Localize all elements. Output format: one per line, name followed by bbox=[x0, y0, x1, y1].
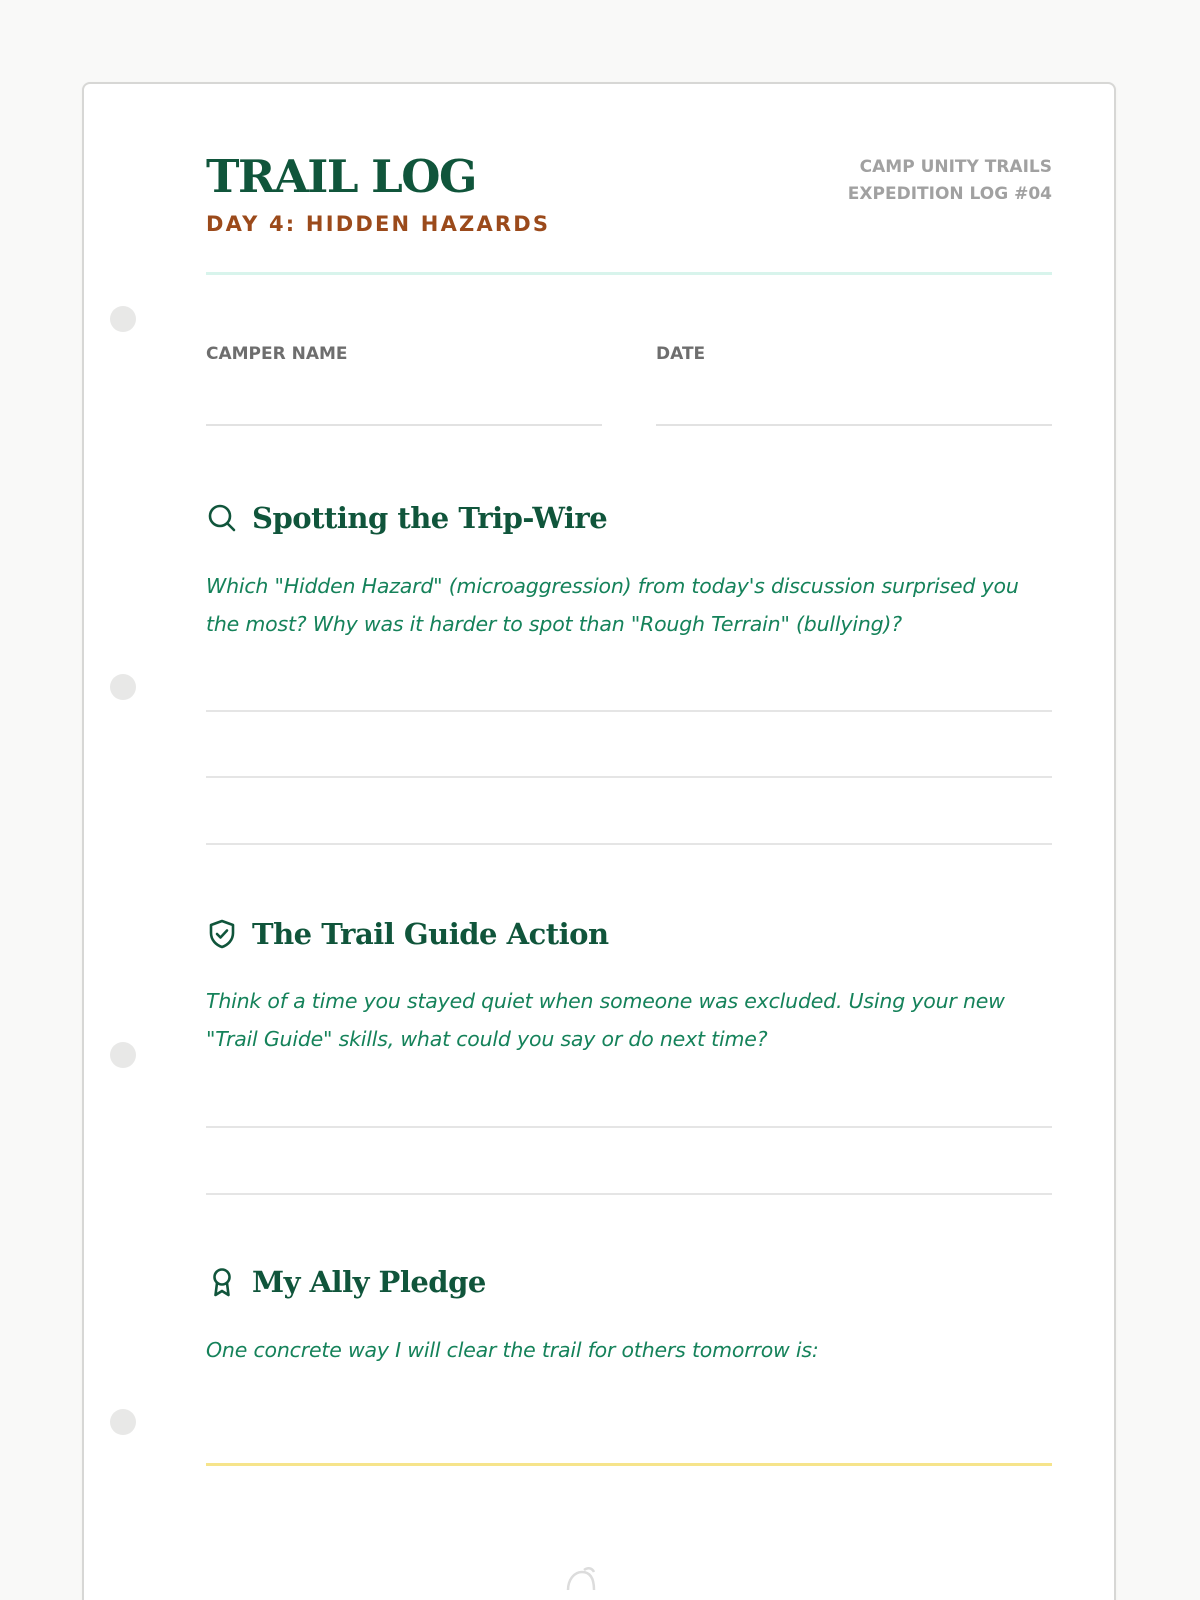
prompt-line: "Trail Guide" skills, what could you say or do next time? bbox=[206, 1027, 768, 1051]
prompt-line: One concrete way I will clear the trail for others tomorrow is: bbox=[206, 1338, 819, 1362]
binder-hole bbox=[110, 674, 136, 700]
search-icon bbox=[206, 502, 238, 534]
shield-check-icon bbox=[206, 918, 238, 950]
camp-info bbox=[848, 154, 1052, 208]
date-field[interactable] bbox=[656, 424, 1052, 426]
award-ribbon-icon bbox=[206, 1266, 238, 1298]
date-label: DATE bbox=[656, 344, 706, 364]
prompt-line: the most? Why was it harder to spot than "Rough Terrain" (bullying)? bbox=[206, 612, 902, 636]
answer-line[interactable] bbox=[206, 1193, 1052, 1195]
section-title: Spotting the Trip-Wire bbox=[252, 500, 608, 535]
answer-line[interactable] bbox=[206, 710, 1052, 712]
answer-line[interactable] bbox=[206, 776, 1052, 778]
prompt-line: Think of a time you stayed quiet when someone was excluded. Using your new bbox=[206, 989, 1005, 1013]
answer-line[interactable] bbox=[206, 1126, 1052, 1128]
header-divider bbox=[206, 272, 1052, 275]
section-title: The Trail Guide Action bbox=[252, 916, 609, 951]
footprint-icon bbox=[562, 1566, 608, 1595]
journal-page bbox=[82, 82, 1116, 1600]
section-title: My Ally Pledge bbox=[252, 1264, 486, 1299]
prompt-line: Which "Hidden Hazard" (microaggression) from today's discussion surprised you bbox=[206, 574, 1019, 598]
answer-line[interactable] bbox=[206, 843, 1052, 845]
section-header-trip-wire bbox=[206, 502, 607, 534]
section-prompt bbox=[206, 982, 1052, 1058]
page-subtitle: DAY 4: HIDDEN HAZARDS bbox=[206, 212, 551, 236]
camper-name-field[interactable] bbox=[206, 424, 602, 426]
section-header-trail-guide bbox=[206, 918, 609, 950]
section-prompt bbox=[206, 1331, 1052, 1369]
binder-hole bbox=[110, 1042, 136, 1068]
binder-hole bbox=[110, 1409, 136, 1435]
pledge-answer-line[interactable] bbox=[206, 1463, 1052, 1466]
binder-hole bbox=[110, 306, 136, 332]
log-number: EXPEDITION LOG #04 bbox=[847, 184, 1052, 204]
page-title: TRAIL LOG bbox=[206, 150, 476, 203]
section-prompt bbox=[206, 567, 1052, 643]
section-header-ally-pledge bbox=[206, 1266, 486, 1298]
camp-name: CAMP UNITY TRAILS bbox=[859, 157, 1052, 177]
camper-name-label: CAMPER NAME bbox=[206, 344, 348, 364]
